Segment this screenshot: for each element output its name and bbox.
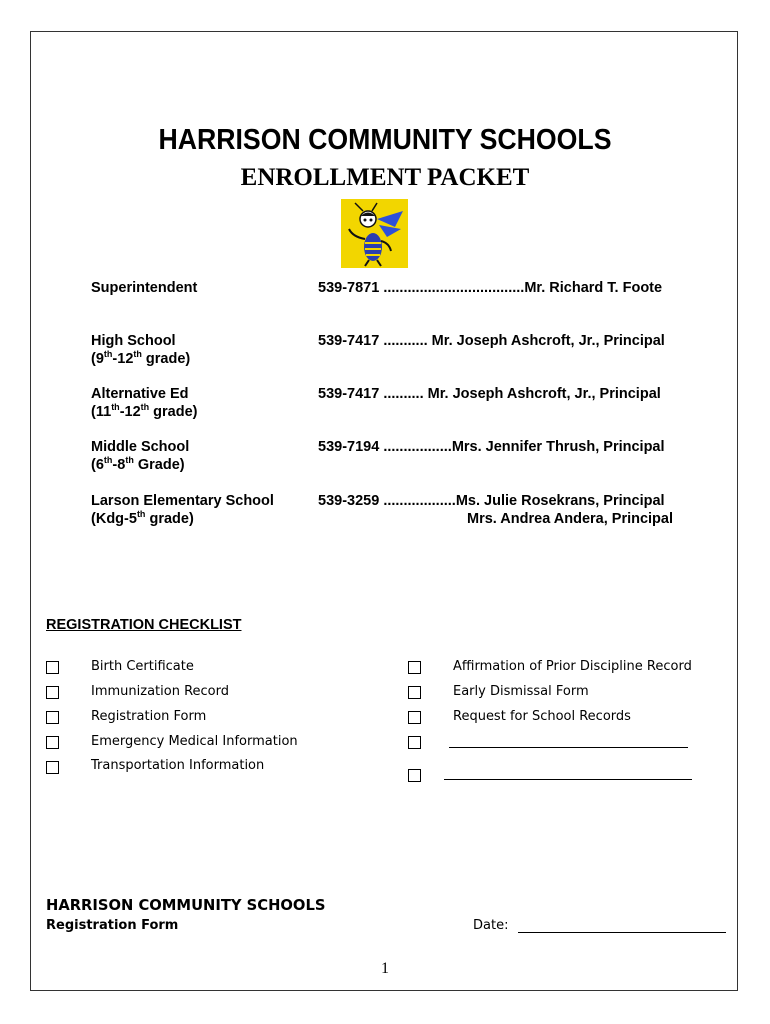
alternative-ed-grades: (11th-12th grade): [91, 402, 198, 420]
high-school-grades: (9th-12th grade): [91, 349, 191, 367]
checkbox-transportation[interactable]: [46, 761, 59, 774]
larson-contact: [318, 492, 665, 510]
alternative-ed-contact: [318, 385, 661, 403]
date-label: Date:: [473, 918, 509, 933]
larson-principal-2: Mrs. Andrea Andera, Principal: [467, 511, 674, 527]
dot-leader: ..................: [383, 493, 456, 509]
page-title: HARRISON COMMUNITY SCHOOLS: [158, 124, 612, 156]
checklist-item-label: Request for School Records: [453, 709, 631, 724]
high-school-phone: 539-7417: [318, 333, 380, 349]
checkbox-emergency-medical[interactable]: [46, 736, 59, 749]
checklist-title: REGISTRATION CHECKLIST: [46, 617, 242, 633]
checklist-item-label: Early Dismissal Form: [453, 684, 589, 699]
dot-leader: .................: [383, 439, 452, 455]
high-school-principal: Mr. Joseph Ashcroft, Jr., Principal: [431, 333, 665, 349]
checkbox-birth-certificate[interactable]: [46, 661, 59, 674]
larson-name: Larson Elementary School: [91, 493, 274, 509]
checkbox-prior-discipline[interactable]: [408, 661, 421, 674]
superintendent-phone: 539-7871: [318, 280, 380, 296]
checkbox-school-records[interactable]: [408, 711, 421, 724]
larson-principal: Ms. Julie Rosekrans, Principal: [455, 493, 665, 509]
checkbox-registration-form[interactable]: [46, 711, 59, 724]
dot-leader: ..........: [383, 386, 424, 402]
checklist-item-label: Registration Form: [91, 709, 207, 724]
superintendent-label: Superintendent: [91, 280, 198, 296]
checkbox-blank-2[interactable]: [408, 769, 421, 782]
middle-school-label: [91, 438, 189, 474]
alternative-ed-name: Alternative Ed: [91, 386, 189, 402]
alternative-ed-label: [91, 385, 198, 421]
page-subtitle: ENROLLMENT PACKET: [240, 164, 530, 191]
blank-line-1[interactable]: [449, 747, 688, 748]
alternative-ed-principal: Mr. Joseph Ashcroft, Jr., Principal: [427, 386, 661, 402]
middle-school-phone: 539-7194: [318, 439, 380, 455]
larson-label: [91, 492, 274, 528]
dot-leader: ...................................: [383, 280, 525, 296]
larson-grades: (Kdg-5th grade): [91, 509, 194, 527]
checklist-item-label: Transportation Information: [91, 758, 265, 773]
larson-phone: 539-3259: [318, 493, 380, 509]
footer-subtitle: Registration Form: [46, 918, 179, 933]
checklist-item-label: Immunization Record: [91, 684, 229, 699]
superintendent-name: Mr. Richard T. Foote: [524, 280, 663, 296]
superintendent-contact: [318, 279, 662, 297]
yellow-jacket-mascot-icon: [341, 199, 408, 268]
page-number: 1: [381, 960, 389, 977]
high-school-contact: [318, 332, 665, 350]
checklist-item-label: Affirmation of Prior Discipline Record: [453, 659, 692, 674]
date-field[interactable]: [518, 932, 726, 933]
dot-leader: ...........: [383, 333, 428, 349]
checkbox-immunization-record[interactable]: [46, 686, 59, 699]
checklist-item-label: Birth Certificate: [91, 659, 194, 674]
high-school-name: High School: [91, 333, 176, 349]
high-school-label: [91, 332, 190, 368]
checkbox-blank-1[interactable]: [408, 736, 421, 749]
footer-title: HARRISON COMMUNITY SCHOOLS: [46, 896, 326, 914]
alternative-ed-phone: 539-7417: [318, 386, 380, 402]
middle-school-grades: (6th-8th Grade): [91, 455, 185, 473]
middle-school-principal: Mrs. Jennifer Thrush, Principal: [451, 439, 665, 455]
middle-school-contact: [318, 438, 665, 456]
middle-school-name: Middle School: [91, 439, 190, 455]
checkbox-early-dismissal[interactable]: [408, 686, 421, 699]
checklist-item-label: Emergency Medical Information: [91, 734, 298, 749]
blank-line-2[interactable]: [444, 779, 692, 780]
